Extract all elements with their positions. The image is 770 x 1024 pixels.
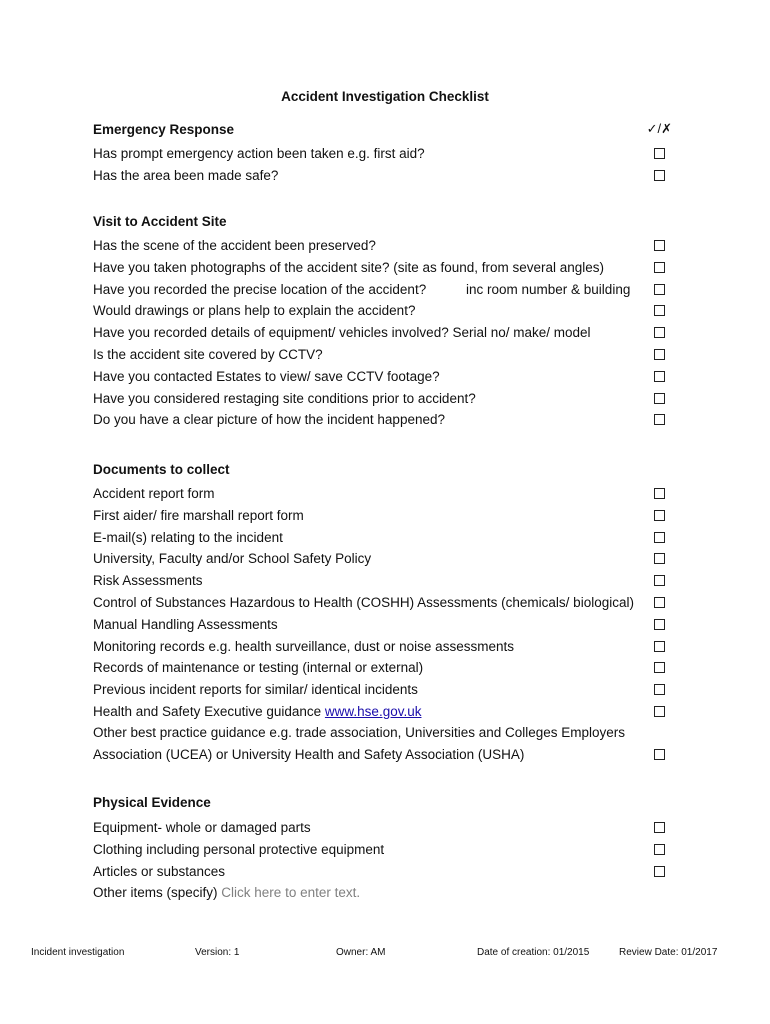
hse-link[interactable]: www.hse.gov.uk xyxy=(324,704,422,719)
checklist-item-text: Would drawings or plans help to explain the accident? xyxy=(93,303,416,318)
checklist-item-text: Have you recorded the precise location of the accident? xyxy=(93,282,427,297)
checkbox-site-9[interactable] xyxy=(654,414,665,425)
document-title: Accident Investigation Checklist xyxy=(281,89,489,104)
checklist-item-text: Monitoring records e.g. health surveillance, dust or noise assessments xyxy=(93,639,514,654)
footer-version: Version: 1 xyxy=(195,947,240,958)
checkbox-documents-7[interactable] xyxy=(654,619,665,630)
checklist-item-text: Has the area been made safe? xyxy=(93,168,279,183)
checkbox-site-3[interactable] xyxy=(654,284,665,295)
check-cross-legend: ✓/✗ xyxy=(646,121,672,136)
checkbox-physical-1[interactable] xyxy=(654,822,665,833)
checkbox-documents-9[interactable] xyxy=(654,662,665,673)
checkbox-documents-5[interactable] xyxy=(654,575,665,586)
checkbox-documents-4[interactable] xyxy=(654,553,665,564)
checkbox-site-2[interactable] xyxy=(654,262,665,273)
footer-document-name: Incident investigation xyxy=(31,947,125,958)
checkbox-physical-2[interactable] xyxy=(654,844,665,855)
footer-review-date: Review Date: 01/2017 xyxy=(619,947,718,958)
checkbox-site-1[interactable] xyxy=(654,240,665,251)
checkbox-documents-2[interactable] xyxy=(654,510,665,521)
checkbox-documents-1[interactable] xyxy=(654,488,665,499)
checklist-item-text: Accident report form xyxy=(93,486,215,501)
checkbox-physical-3[interactable] xyxy=(654,866,665,877)
checklist-item-text: Risk Assessments xyxy=(93,573,203,588)
checklist-item-text: Equipment- whole or damaged parts xyxy=(93,820,311,835)
checklist-item-text: Have you contacted Estates to view/ save CCTV footage? xyxy=(93,369,440,384)
checkbox-best-practice[interactable] xyxy=(654,749,665,760)
checklist-item-text: Have you considered restaging site conditions prior to accident? xyxy=(93,391,476,406)
section-heading-physical: Physical Evidence xyxy=(93,795,211,810)
checklist-item-text: Clothing including personal protective equipment xyxy=(93,842,385,857)
checklist-item-text: Do you have a clear picture of how the incident happened? xyxy=(93,412,445,427)
checklist-item-text: Has prompt emergency action been taken e.g. first aid? xyxy=(93,146,425,161)
checkbox-documents-6[interactable] xyxy=(654,597,665,608)
hse-guidance-text: Health and Safety Executive guidance xyxy=(93,704,322,719)
checkbox-documents-3[interactable] xyxy=(654,532,665,543)
checkbox-site-6[interactable] xyxy=(654,349,665,360)
checklist-item-text: Previous incident reports for similar/ identical incidents xyxy=(93,682,418,697)
checklist-item-text: Have you taken photographs of the accident site? (site as found, from several angles) xyxy=(93,260,605,275)
checklist-item-text: First aider/ fire marshall report form xyxy=(93,508,304,523)
checklist-item-text: Have you recorded details of equipment/ vehicles involved? Serial no/ make/ model xyxy=(93,325,591,340)
checklist-item-text: Control of Substances Hazardous to Health (COSHH) Assessments (chemicals/ biological) xyxy=(93,595,634,610)
checklist-item-text: Articles or substances xyxy=(93,864,226,879)
checkbox-emergency-2[interactable] xyxy=(654,170,665,181)
checkbox-site-4[interactable] xyxy=(654,305,665,316)
section-heading-emergency: Emergency Response xyxy=(93,122,235,137)
location-note: inc room number & building xyxy=(466,282,631,297)
checkbox-site-5[interactable] xyxy=(654,327,665,338)
checkbox-documents-8[interactable] xyxy=(654,641,665,652)
other-items-input[interactable]: Click here to enter text. xyxy=(221,885,361,900)
other-items-row xyxy=(93,885,360,900)
checkbox-emergency-1[interactable] xyxy=(654,148,665,159)
checkbox-site-8[interactable] xyxy=(654,393,665,404)
footer-creation-date: Date of creation: 01/2015 xyxy=(477,947,590,958)
best-practice-line-1: Other best practice guidance e.g. trade association, Universities and Colleges Employers xyxy=(93,725,626,740)
hse-guidance-item xyxy=(93,704,421,719)
checklist-item-text: Manual Handling Assessments xyxy=(93,617,278,632)
footer-owner: Owner: AM xyxy=(336,947,386,958)
checklist-item-text: Is the accident site covered by CCTV? xyxy=(93,347,323,362)
best-practice-line-2: Association (UCEA) or University Health and Safety Association (USHA) xyxy=(93,747,525,762)
checklist-item-text: Records of maintenance or testing (internal or external) xyxy=(93,660,424,675)
section-heading-site: Visit to Accident Site xyxy=(93,214,227,229)
checkbox-documents-10[interactable] xyxy=(654,684,665,695)
checklist-item-text: Has the scene of the accident been preserved? xyxy=(93,238,376,253)
checklist-item-text: University, Faculty and/or School Safety Policy xyxy=(93,551,372,566)
section-heading-documents: Documents to collect xyxy=(93,462,230,477)
checklist-item-text: E-mail(s) relating to the incident xyxy=(93,530,283,545)
checkbox-hse-guidance[interactable] xyxy=(654,706,665,717)
checkbox-site-7[interactable] xyxy=(654,371,665,382)
other-items-label: Other items (specify) xyxy=(93,885,218,900)
